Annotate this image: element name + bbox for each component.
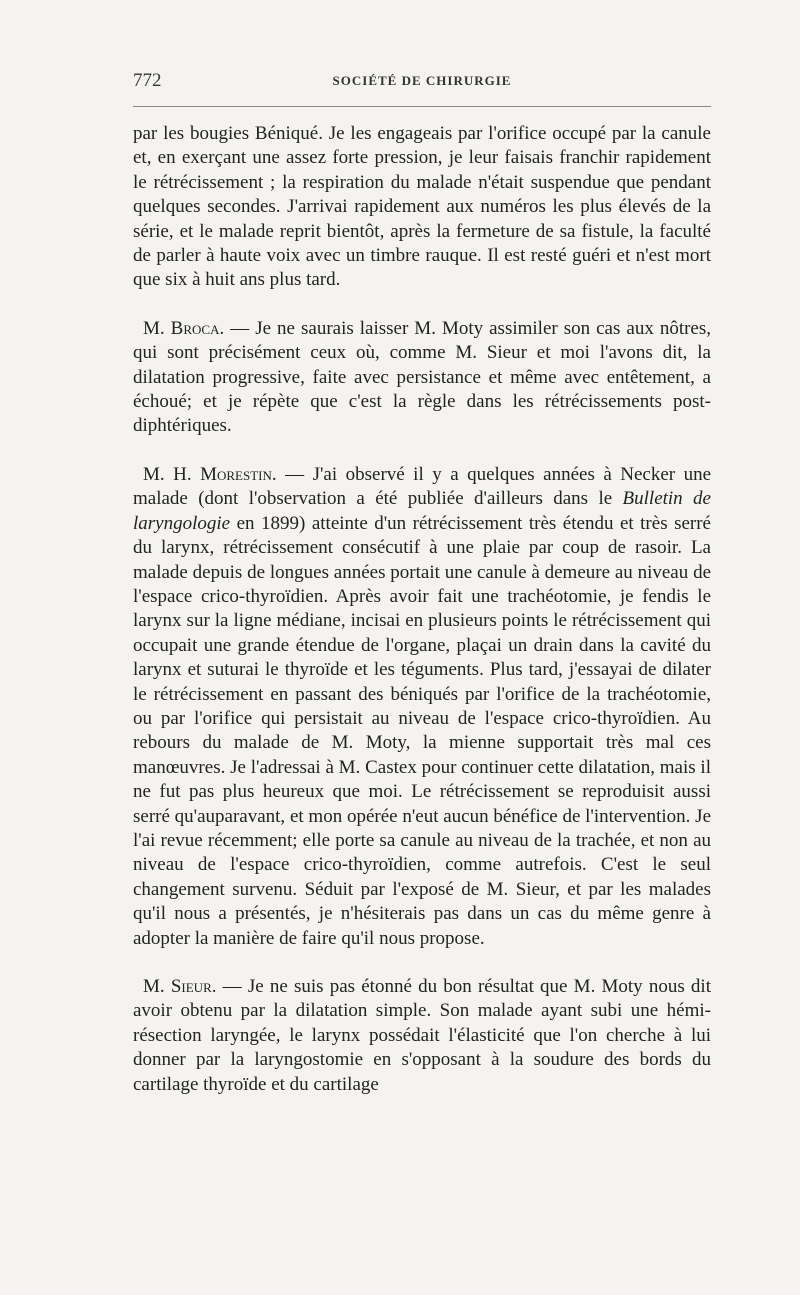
speaker-name: Broca. xyxy=(170,317,225,339)
header-rule xyxy=(133,106,711,107)
body-text xyxy=(133,122,711,1121)
page-number: 772 xyxy=(133,70,162,91)
paragraph-continuation xyxy=(133,122,711,293)
speaker-title: M. xyxy=(143,317,165,339)
running-head xyxy=(133,70,711,94)
paragraph-text: — Je ne saurais laisser M. Moty assimiler son cas aux nôtres, qui sont précisément ceux où, comme M. Sieur et moi l'avons dit, la dilatation progressive, faite avec persistance et même avec entêtement, a échoué; et je répète que c'est la règle dans les rétrécissements post-diphtériques. xyxy=(133,317,712,437)
speaker-name: Morestin. xyxy=(200,463,277,485)
journal-title: SOCIÉTÉ DE CHIRURGIE xyxy=(332,73,512,88)
paragraph-text: par les bougies Béniqué. Je les engageais par l'orifice occupé par la canule et, en exerçant une assez forte pression, je leur faisais franchir rapidement le rétrécissement ; la respiration du malade n'était suspendue que pendant quelques secondes. J'arrivai rapidement aux numéros les plus élevés de la série, et le malade reprit bientôt, après la fermeture de sa fistule, la faculté de parler à haute voix avec un timbre rauque. Il est resté guéri et n'est mort que six à huit ans plus tard. xyxy=(133,123,711,291)
paragraph-text: — J'ai observé il y a quelques années à Necker une malade (dont l'observation a été publiée d'ailleurs dans le xyxy=(133,463,711,510)
speaker-name: Sieur. xyxy=(170,976,217,997)
speaker-title: M. xyxy=(143,976,165,997)
paragraph-text: en 1899) atteinte d'un rétrécissement très étendu et très serré du larynx, rétrécissement consécutif à une plaie par coup de rasoir. La malade depuis de longues années portait une canule à demeure au niveau de l'espace crico-thyroïdien. Après avoir fait une trachéotomie, je fendis le larynx sur la ligne médiane, incisai en plusieurs points le rétrécissement qui occupait une grande étendue de l'organe, plaçai un drain dans la cavité du larynx et suturai le thyroïde et les téguments. Plus tard, j'essayai de dilater le rétrécissement en passant des béniqués par l'orifice de la trachéotomie, ou par l'orifice qui persistait au niveau de l'espace crico-thyroïdien. Au rebours du malade de M. Moty, la mienne supportait très mal ces manœuvres. Je l'adressai à M. Castex pour continuer cette dilatation, mais il ne fut pas plus heureux que moi. Le rétrécissement se reproduisit aussi serré qu'auparavant, et mon opérée n'eut aucun bénéfice de l'intervention. Je l'ai revue récemment; elle porte sa canule au niveau de la trachée, et non au niveau de l'espace crico-thyroïdien, comme autrefois. C'est le seul changement survenu. Séduit par l'exposé de M. Sieur, et par les malades qu'il nous a présentés, je n'hésiterais pas dans un cas du même genre à adopter la manière de faire qu'il nous propose. xyxy=(133,512,711,949)
paragraph-broca xyxy=(133,317,711,439)
paragraph-sieur xyxy=(133,975,711,1097)
paragraph-morestin xyxy=(133,463,711,951)
speaker-title: M. H. xyxy=(143,463,192,485)
journal-reference: Bulletin de laryngologie xyxy=(133,488,711,534)
paragraph-text: — Je ne suis pas étonné du bon résultat que M. Moty nous dit avoir obtenu par la dilatation simple. Son malade ayant subi une hémi-résection laryngée, le larynx possédait l'élasticité que l'on cherche à lui donner par la laryngostomie en s'opposant à la soudure des bords du cartilage thyroïde et du cartilage xyxy=(133,976,711,1095)
